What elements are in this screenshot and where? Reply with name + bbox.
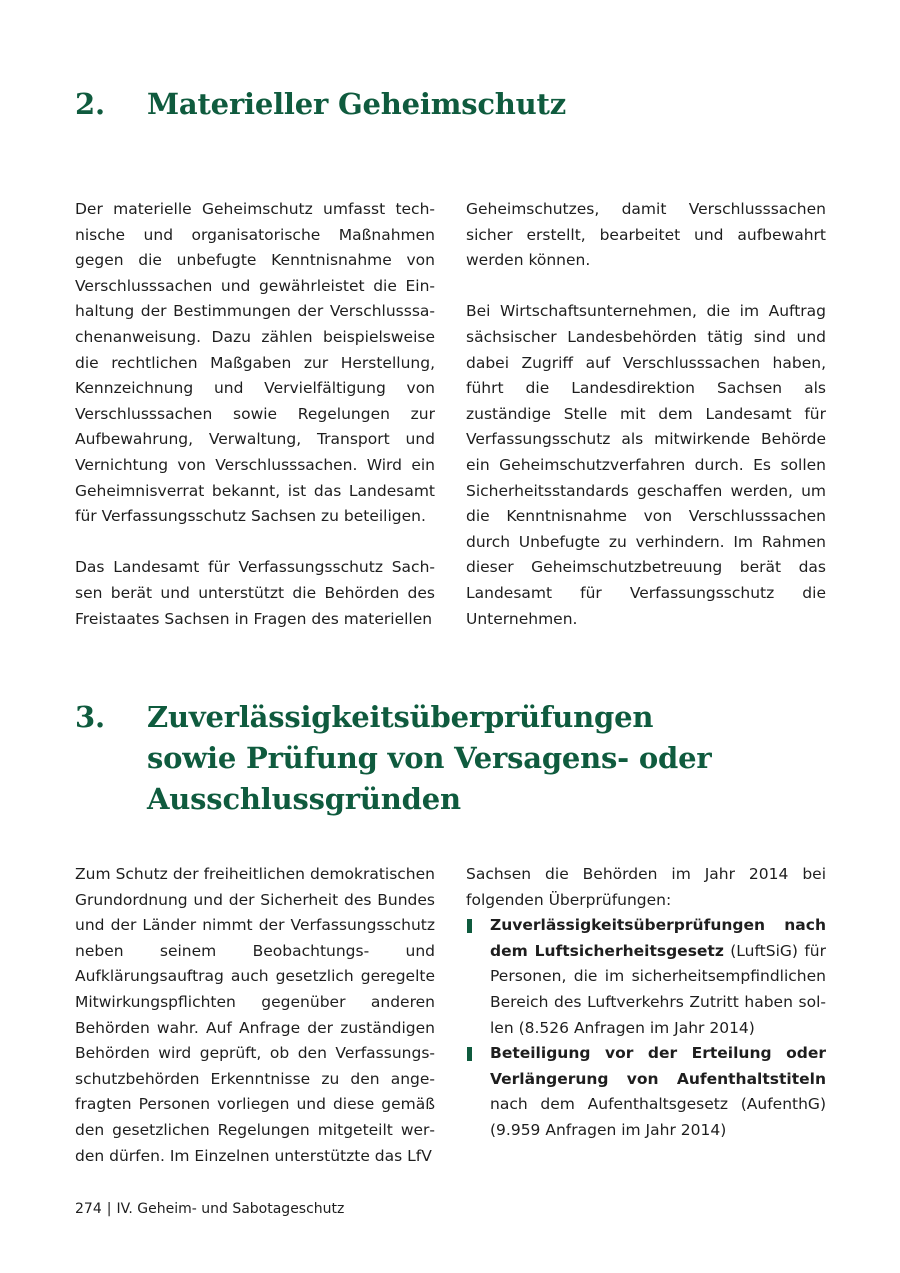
section-2-left-paragraph-2: Das Landesamt für Verfassungsschutz Sachsen berät und unterstützt die Behörden des Freistaates Sachsen in Fragen des materiellen [75,558,435,628]
section-3-number: 3. [75,700,105,734]
page-footer [75,1200,344,1218]
section-3-left-column [75,862,435,1169]
section-3-right-column [466,862,826,1144]
section-2-title: Materieller Geheimschutz [147,87,567,121]
list-item [466,1041,826,1143]
section-3-title-line-3: Ausschlussgründen [147,782,461,816]
list-item-text: (LuftSiG) für Personen, die im sicherheitsempfindlichen Bereich des Luftverkehrs Zutritt haben sollen (8.526 Anfragen im Jahr 2014) [490,941,826,1037]
section-3-title-line-1: Zuverlässigkeitsüberprüfungen [147,700,654,734]
section-2-right-paragraph-2: Bei Wirtschaftsunternehmen, die im Auftrag sächsischer Landesbehörden tätig sind und dabei Zugriff auf Verschlusssachen haben, führt die Landesdirektion Sachsen als zuständige Stelle mit dem Landesamt für Verfassungsschutz als mitwirkende Behörde ein Geheimschutzverfahren durch. Es sollen Sicherheitsstandards geschaffen werden, um die Kenntnisnahme von Verschlusssachen durch Unbefugte zu verhindern. Im Rahmen dieser Geheimschutzbetreuung berät das Landesamt für Verfassungsschutz die Unternehmen. [466,302,826,628]
section-2-number: 2. [75,87,105,121]
section-3-left-paragraph-1: Zum Schutz der freiheitlichen demokratischen Grundordnung und der Sicherheit des Bundes und der Länder nimmt der Verfassungsschutz neben seinem Beobachtungs- und Aufklärungsauftrag auch gesetzlich geregelte Mitwirkungspflichten gegenüber anderen Behörden wahr. Auf Anfrage der zuständigen Behörden wird geprüft, ob den Verfassungsschutzbehörden Erkenntnisse zu den angefragten Personen vorliegen und diese gemäß den gesetzlichen Regelungen mitgeteilt werden dürfen. Im Einzelnen unterstützte das LfV [75,865,435,1165]
review-list [466,913,826,1143]
list-item-bold: Zuverlässigkeitsüberprüfungen nach dem Luftsicherheitsgesetz [490,916,826,960]
section-3-right-intro: Sachsen die Behörden im Jahr 2014 bei folgenden Überprüfungen: [466,865,826,909]
section-2-left-paragraph-1: Der materielle Geheimschutz umfasst technische und organisatorische Maßnahmen gegen die unbefugte Kenntnisnahme von Verschlusssachen und gewährleistet die Einhaltung der Bestimmungen der Verschlusssachenanweisung. Dazu zählen beispielsweise die rechtlichen Maßgaben zur Herstellung, Kennzeichnung und Vervielfältigung von Verschlusssachen sowie Regelungen zur Aufbewahrung, Verwaltung, Transport und Vernichtung von Verschlusssachen. Wird ein Geheimnisverrat bekannt, ist das Landesamt für Verfassungsschutz Sachsen zu beteiligen. [75,200,435,526]
bullet-bar-icon [467,919,472,933]
footer-separator: | [106,1201,112,1217]
list-item-text: nach dem Aufenthaltsgesetz (AufenthG) (9.959 Anfragen im Jahr 2014) [490,1095,826,1139]
list-item [466,913,826,1041]
page-number: 274 [75,1201,102,1217]
section-2-right-paragraph-1: Geheimschutzes, damit Verschlusssachen sicher erstellt, bearbeitet und aufbewahrt werden können. [466,200,826,270]
section-2-heading [75,84,566,125]
section-2-right-column [466,197,826,632]
section-2-left-column [75,197,435,632]
section-3-title-line-2: sowie Prüfung von Versagens- oder [147,741,712,775]
bullet-bar-icon [467,1047,472,1061]
list-item-bold: Beteiligung vor der Erteilung oder Verlängerung von Aufenthaltstiteln [490,1044,826,1088]
section-3-heading [75,697,711,820]
chapter-title: IV. Geheim- und Sabotageschutz [116,1201,345,1217]
